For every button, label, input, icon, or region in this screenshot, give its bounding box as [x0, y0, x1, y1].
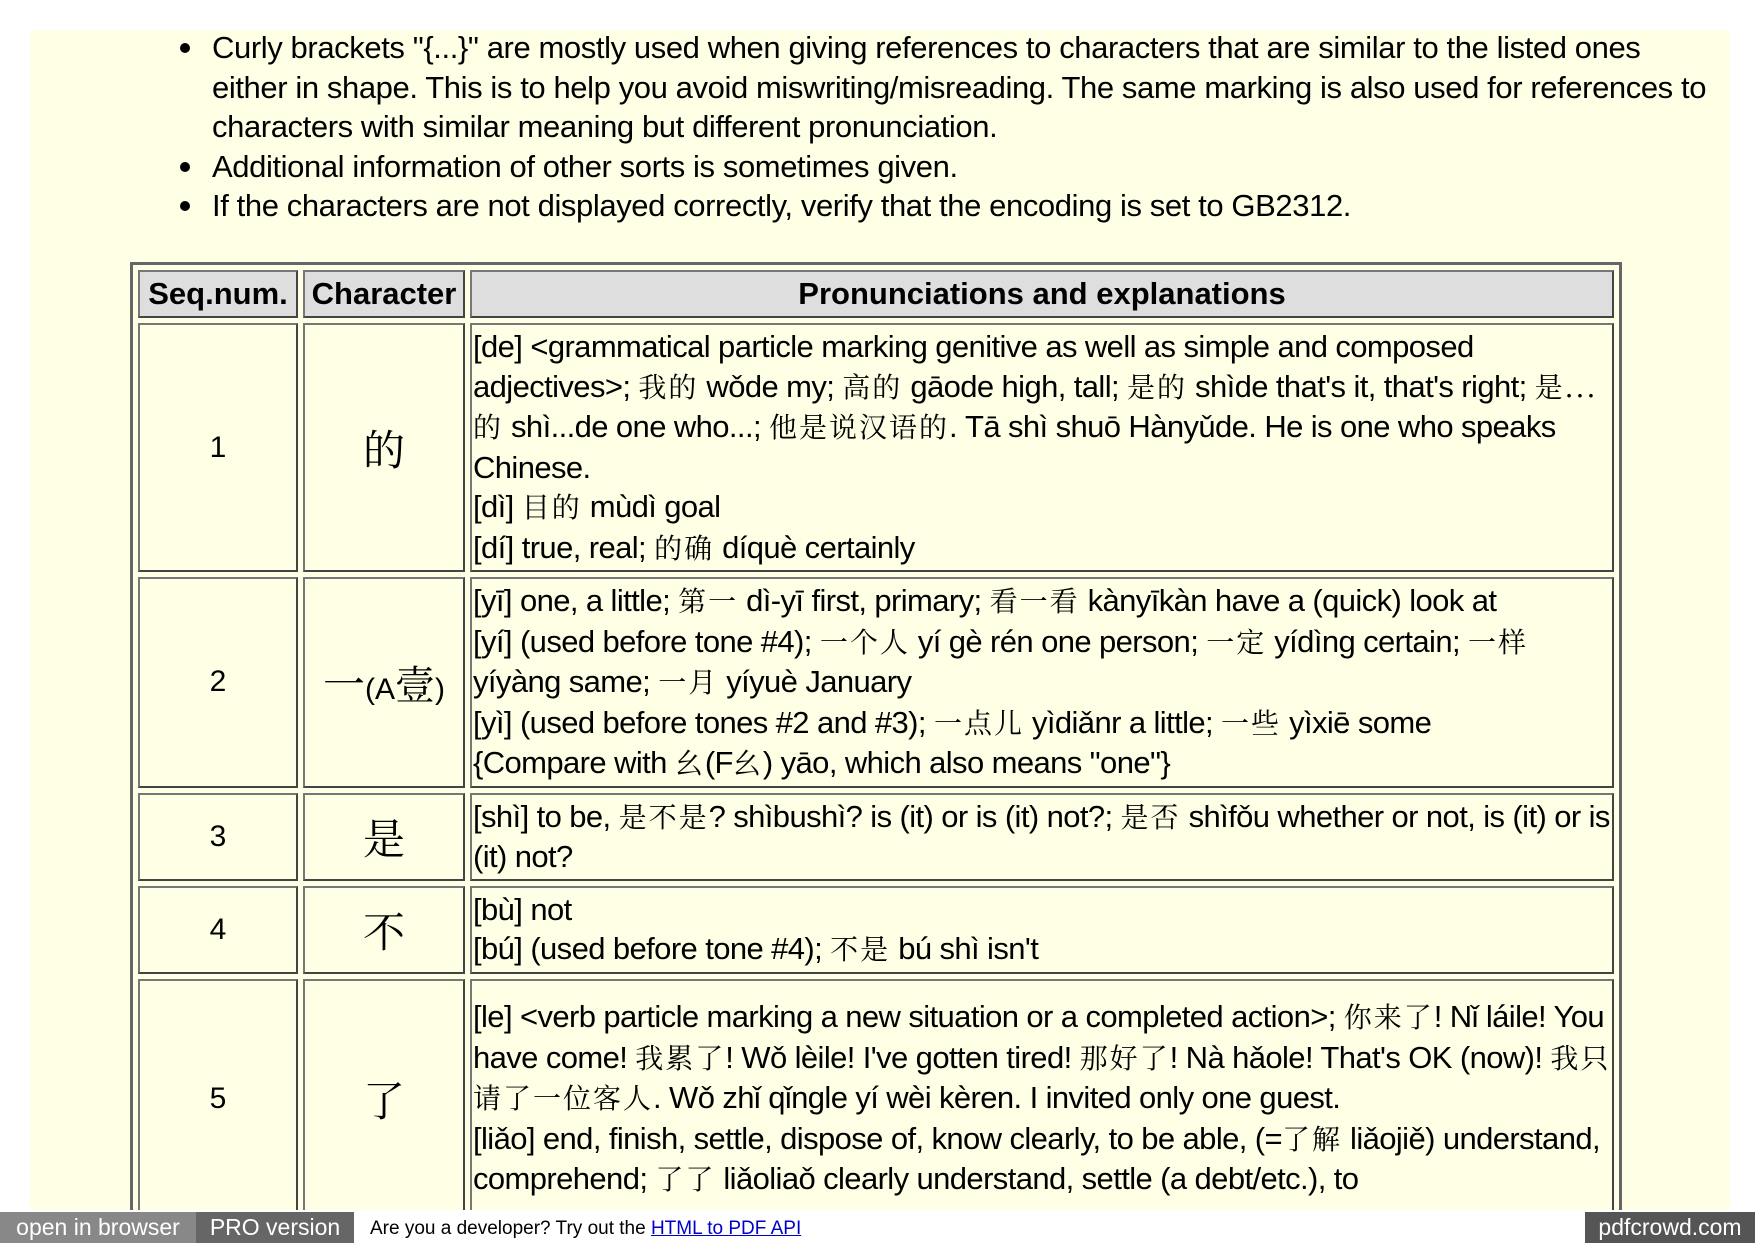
explanation-cell — [470, 323, 1614, 572]
developer-prompt-text: Are you a developer? Try out the — [370, 1218, 651, 1239]
chinese-term: 一点儿 — [933, 706, 1024, 740]
header-explanation: Pronunciations and explanations — [470, 270, 1614, 318]
pro-version-button[interactable]: PRO version — [196, 1212, 354, 1243]
pdf-footer-bar — [0, 1210, 1755, 1245]
explanation-text: [yí] (used before tone #4); — [473, 623, 820, 659]
explanation-text: ! Wǒ lèile! I've gotten tired! — [725, 1039, 1080, 1075]
alt-form-suffix: ) — [435, 673, 445, 707]
character-cell — [303, 793, 465, 881]
character-cell — [303, 323, 465, 572]
chinese-term: 的确 — [654, 531, 715, 565]
explanation-text: [dì] — [473, 489, 522, 524]
explanation-text: [yī] one, a little; — [473, 583, 679, 618]
explanation-line — [473, 1119, 1611, 1200]
explanation-cell — [470, 886, 1614, 974]
explanation-text: [de] <grammatical particle marking genitive as well as simple and composed adjectives>; — [473, 329, 1474, 404]
chinese-term: 看一看 — [989, 585, 1080, 618]
table-row — [138, 793, 1614, 881]
table-row — [138, 577, 1614, 788]
chinese-term: 一定 — [1206, 625, 1267, 659]
seq-number-cell: 3 — [138, 793, 298, 881]
explanation-text: kànyīkàn have a (quick) look at — [1079, 583, 1497, 618]
table-row — [138, 979, 1614, 1219]
chinese-term: 我只请了一位客人 — [473, 1041, 1611, 1116]
explanation-cell — [470, 577, 1614, 788]
chinese-term: 他是说汉语的 — [768, 411, 949, 444]
alt-form-prefix: (A — [365, 673, 395, 707]
chinese-term: 是不是 — [618, 800, 709, 834]
explanation-text: yìdiǎnr a little; — [1023, 704, 1222, 740]
explanation-text: ) yāo, which also means "one"} — [762, 745, 1171, 780]
note-item: Curly brackets "{...}" are mostly used when giving references to characters that are similar to the listed ones either in shape. This is to help you avoid miswriting/misreading. The same marking is also used for references to characters with similar meaning but different pronunciation. — [212, 28, 1712, 147]
character-glyph: 的 — [362, 425, 405, 475]
html-to-pdf-api-link[interactable]: HTML to PDF API — [650, 1218, 802, 1239]
chinese-term: 是否 — [1120, 800, 1181, 834]
explanation-text: bú shì isn't — [890, 931, 1039, 966]
explanation-line — [473, 528, 1611, 569]
explanation-text: {Compare with — [473, 745, 675, 780]
character-glyph: 不 — [362, 907, 405, 957]
explanation-text: yíyuè January — [718, 664, 912, 699]
chinese-term: 幺 — [732, 747, 763, 780]
character-cell — [303, 886, 465, 974]
chinese-term: 一个人 — [819, 625, 910, 659]
seq-number-cell: 5 — [138, 979, 298, 1219]
explanation-text: (F — [704, 745, 733, 780]
explanation-line — [473, 622, 1611, 703]
explanation-cell — [470, 793, 1614, 881]
notes-list — [212, 28, 1712, 226]
seq-number-cell: 2 — [138, 577, 298, 788]
explanation-text: yíyàng same; — [473, 664, 659, 699]
chinese-term: 高的 — [842, 370, 903, 404]
explanation-text: yí gè rén one person; — [909, 623, 1207, 659]
explanation-text: [yì] (used before tones #2 and #3); — [473, 704, 934, 740]
explanation-line — [473, 929, 1611, 970]
explanation-text: shì...de one who...; — [503, 409, 769, 444]
character-table — [130, 262, 1622, 1227]
explanation-text: díquè certainly — [714, 529, 915, 565]
chinese-term: 我的 — [638, 370, 699, 404]
explanation-text: shìde that's it, that's right; — [1187, 368, 1535, 404]
explanation-text: . Wǒ zhǐ qǐngle yí wèi kèren. I invited only one guest. — [653, 1080, 1341, 1116]
explanation-text: ? shìbushì? is (it) or is (it) not?; — [708, 798, 1121, 834]
explanation-line — [473, 743, 1611, 784]
chinese-term: 你来了 — [1343, 1001, 1434, 1035]
explanation-line — [473, 890, 1611, 930]
chinese-term: 了了 — [655, 1163, 716, 1197]
explanation-text: [shì] to be, — [473, 798, 619, 834]
table-row — [138, 886, 1614, 974]
seq-number-cell: 1 — [138, 323, 298, 572]
explanation-text: [dí] true, real; — [473, 529, 655, 565]
explanation-text: [bù] not — [473, 891, 572, 927]
chinese-term: 是...的 — [473, 370, 1598, 444]
explanation-line — [473, 581, 1611, 622]
explanation-text: [liǎo] end, finish, settle, dispose of, know clearly, to be able, (= — [473, 1120, 1283, 1156]
explanation-text: yídìng certain; — [1266, 623, 1468, 659]
developer-prompt — [370, 1218, 801, 1240]
explanation-text: . Tā shì shuō Hànyǔde. He is one who speaks Chinese. — [473, 409, 1556, 485]
explanation-line — [473, 997, 1611, 1119]
explanation-line — [473, 703, 1611, 744]
header-character: Character — [303, 270, 465, 318]
character-glyph: 了 — [362, 1076, 405, 1126]
chinese-term: 了解 — [1282, 1122, 1343, 1156]
chinese-term: 不是 — [830, 933, 891, 966]
character-cell — [303, 577, 465, 788]
seq-number-cell: 4 — [138, 886, 298, 974]
note-item: If the characters are not displayed correctly, verify that the encoding is set to GB2312. — [212, 186, 1712, 226]
explanation-text: gāode high, tall; — [902, 368, 1128, 404]
chinese-term: 我累了 — [635, 1041, 726, 1075]
table-header-row — [138, 270, 1614, 318]
explanation-text: [bú] (used before tone #4); — [473, 931, 831, 966]
explanation-text: liǎojiě) understand, comprehend; — [473, 1120, 1600, 1197]
chinese-term: 那好了 — [1079, 1041, 1170, 1075]
pdfcrowd-brand-link[interactable]: pdfcrowd.com — [1585, 1212, 1755, 1243]
explanation-line — [473, 327, 1611, 487]
open-in-browser-button[interactable]: open in browser — [0, 1212, 196, 1243]
character-glyph: 是 — [362, 814, 405, 864]
explanation-text: liǎoliaǒ clearly understand, settle (a debt/etc.), to — [715, 1161, 1359, 1197]
explanation-text: mùdì goal — [581, 489, 721, 524]
chinese-term: 一些 — [1221, 706, 1282, 740]
explanation-text: dì-yī first, primary; — [738, 583, 990, 618]
explanation-cell — [470, 979, 1614, 1219]
explanation-text: wǒde my; — [698, 368, 843, 404]
header-seq: Seq.num. — [138, 270, 298, 318]
character-cell — [303, 979, 465, 1219]
character-glyph: 一 — [322, 660, 365, 710]
note-item: Additional information of other sorts is sometimes given. — [212, 147, 1712, 187]
chinese-term: 一样 — [1468, 625, 1529, 659]
chinese-term: 是的 — [1127, 370, 1188, 404]
explanation-text: [le] <verb particle marking a new situation or a completed action>; — [473, 999, 1344, 1035]
explanation-line — [473, 797, 1611, 877]
explanation-text: ! Nǐ láile! You have come! — [473, 999, 1604, 1075]
explanation-text: shìfǒu whether or not, is (it) or is (it) not? — [473, 798, 1610, 874]
chinese-term: 第一 — [678, 585, 739, 618]
alt-form-character: 壹 — [395, 663, 435, 710]
table-row — [138, 323, 1614, 572]
chinese-term: 幺 — [674, 747, 705, 780]
chinese-term: 一月 — [658, 666, 719, 699]
chinese-term: 目的 — [521, 491, 582, 524]
explanation-text: yìxiē some — [1281, 704, 1432, 740]
explanation-text: ! Nà hǎole! That's OK (now)! — [1169, 1039, 1551, 1075]
explanation-line — [473, 487, 1611, 528]
